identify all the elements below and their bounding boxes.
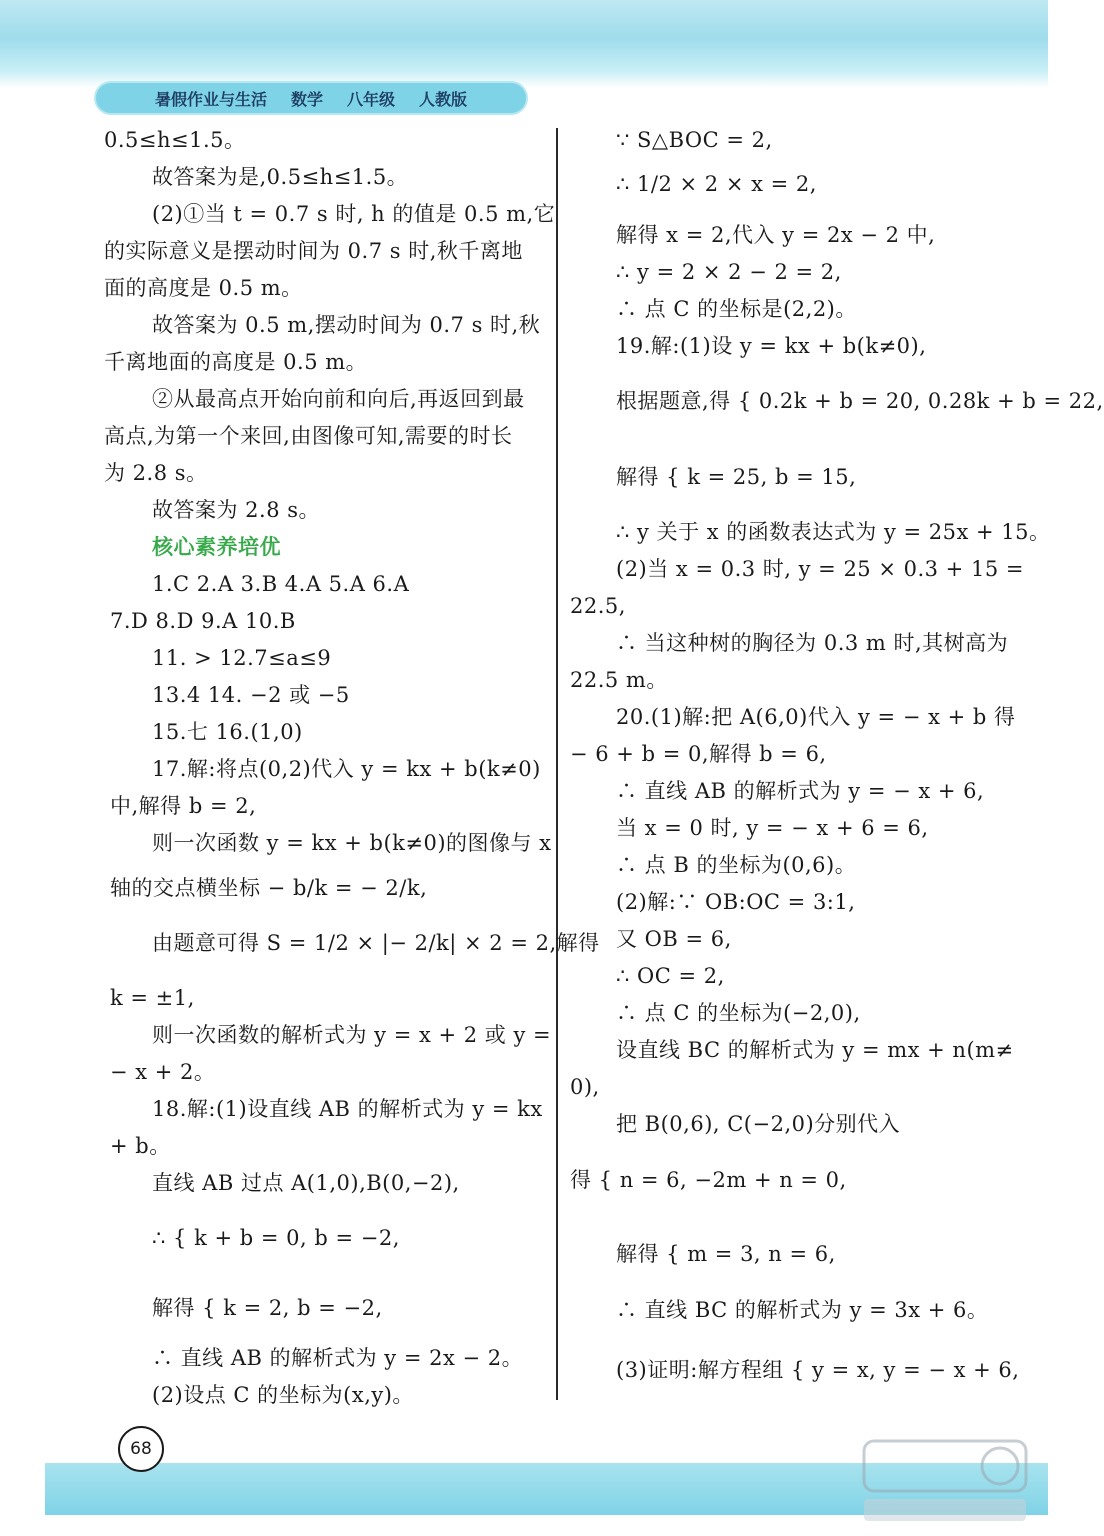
equation-system: 解得 { k = 25, b = 15, [616, 465, 857, 489]
text-line: ∴ 点 B 的坐标为(0,6)。 [616, 853, 857, 877]
equation-system: (3)证明:解方程组 { y = x, y = − x + 6, [616, 1358, 1020, 1382]
text-line: ∴ 当这种树的胸径为 0.3 m 时,其树高为 [616, 631, 1009, 655]
text-line: k = ±1, [110, 986, 195, 1010]
text-line: 17.解:将点(0,2)代入 y = kx + b(k≠0) [152, 757, 541, 781]
book-title: 暑假作业与生活 [154, 89, 267, 109]
text-line: 的实际意义是摆动时间为 0.7 s 时,秋千离地 [104, 239, 523, 263]
page-number: 68 [118, 1426, 164, 1472]
text-line: 22.5 m。 [570, 668, 668, 692]
text-line: ∴ y 关于 x 的函数表达式为 y = 25x + 15。 [616, 520, 1051, 544]
text-line: 高点,为第一个来回,由图像可知,需要的时长 [104, 424, 513, 448]
text-line: ∴ 直线 AB 的解析式为 y = − x + 6, [616, 779, 985, 803]
text-line: 又 OB = 6, [616, 927, 732, 951]
text-line: ∴ 直线 AB 的解析式为 y = 2x − 2。 [152, 1346, 524, 1370]
right-column [556, 0, 1104, 1420]
equation-system: 根据题意,得 { 0.2k + b = 20, 0.28k + b = 22, [616, 389, 1104, 413]
text-line: (2)解:∵ OB:OC = 3:1, [616, 890, 856, 914]
watermark-graphic [860, 1433, 1030, 1528]
edition-label: 人教版 [419, 89, 468, 109]
text-line: (2)设点 C 的坐标为(x,y)。 [152, 1383, 414, 1407]
text-line: + b。 [110, 1134, 171, 1158]
answer-line: 11. > 12.7≤a≤9 [152, 646, 332, 670]
section-title: 核心素养培优 [152, 535, 281, 559]
text-line: ∴ 1/2 × 2 × x = 2, [616, 172, 817, 196]
text-line: 则一次函数的解析式为 y = x + 2 或 y = [152, 1023, 552, 1047]
answer-line: 1.C 2.A 3.B 4.A 5.A 6.A [152, 572, 410, 596]
grade-label: 八年级 [347, 89, 396, 109]
text-line: 故答案为 0.5 m,摆动时间为 0.7 s 时,秋 [152, 313, 541, 337]
text-line: 由题意可得 S = 1/2 × |− 2/k| × 2 = 2,解得 [152, 931, 600, 955]
text-line: 把 B(0,6), C(−2,0)分别代入 [616, 1112, 901, 1136]
text-line: 为 2.8 s。 [104, 461, 208, 485]
text-line: 0.5≤h≤1.5。 [104, 128, 246, 152]
answer-line: 15.七 16.(1,0) [152, 720, 303, 744]
equation-system: 解得 { m = 3, n = 6, [616, 1242, 836, 1266]
text-line: ∴ 点 C 的坐标是(2,2)。 [616, 297, 857, 321]
equation-system: 得 { n = 6, −2m + n = 0, [570, 1168, 847, 1192]
text-line: 则一次函数 y = kx + b(k≠0)的图像与 x [152, 831, 552, 855]
text-line: ∴ y = 2 × 2 − 2 = 2, [616, 260, 842, 284]
text-line: − 6 + b = 0,解得 b = 6, [570, 742, 827, 766]
text-line: (2)当 x = 0.3 时, y = 25 × 0.3 + 15 = [616, 557, 1024, 581]
text-line: 解得 x = 2,代入 y = 2x − 2 中, [616, 223, 936, 247]
text-line: 面的高度是 0.5 m。 [104, 276, 303, 300]
text-line: 设直线 BC 的解析式为 y = mx + n(m≠ [616, 1038, 1014, 1062]
equation-system: ∴ { k + b = 0, b = −2, [152, 1226, 400, 1250]
text-line: 22.5, [570, 594, 626, 618]
text-line: 中,解得 b = 2, [110, 794, 257, 818]
text-line: ∴ 直线 BC 的解析式为 y = 3x + 6。 [616, 1298, 989, 1322]
watermark-logo [860, 1433, 1030, 1528]
text-line: ∴ OC = 2, [616, 964, 725, 988]
text-line: (2)①当 t = 0.7 s 时, h 的值是 0.5 m,它 [152, 202, 556, 226]
text-line: 0), [570, 1075, 600, 1099]
text-line: 直线 AB 过点 A(1,0),B(0,−2), [152, 1171, 460, 1195]
text-line: 18.解:(1)设直线 AB 的解析式为 y = kx [152, 1097, 543, 1121]
text-line: 19.解:(1)设 y = kx + b(k≠0), [616, 334, 927, 358]
text-line: ∵ S△BOC = 2, [616, 128, 773, 152]
answer-line: 13.4 14. −2 或 −5 [152, 683, 350, 707]
text-line: 轴的交点横坐标 − b/k = − 2/k, [110, 876, 428, 900]
text-line: 20.(1)解:把 A(6,0)代入 y = − x + b 得 [616, 705, 1016, 729]
text-line: ∴ 点 C 的坐标为(−2,0), [616, 1001, 861, 1025]
text-line: ②从最高点开始向前和向后,再返回到最 [152, 387, 525, 411]
equation-system: 解得 { k = 2, b = −2, [152, 1296, 383, 1320]
text-line: − x + 2。 [110, 1060, 216, 1084]
text-line: 故答案为是,0.5≤h≤1.5。 [152, 165, 409, 189]
answer-line: 7.D 8.D 9.A 10.B [110, 609, 296, 633]
subject-label: 数学 [290, 89, 323, 109]
text-line: 故答案为 2.8 s。 [152, 498, 321, 522]
text-line: 千离地面的高度是 0.5 m。 [104, 350, 368, 374]
text-line: 当 x = 0 时, y = − x + 6 = 6, [616, 816, 929, 840]
